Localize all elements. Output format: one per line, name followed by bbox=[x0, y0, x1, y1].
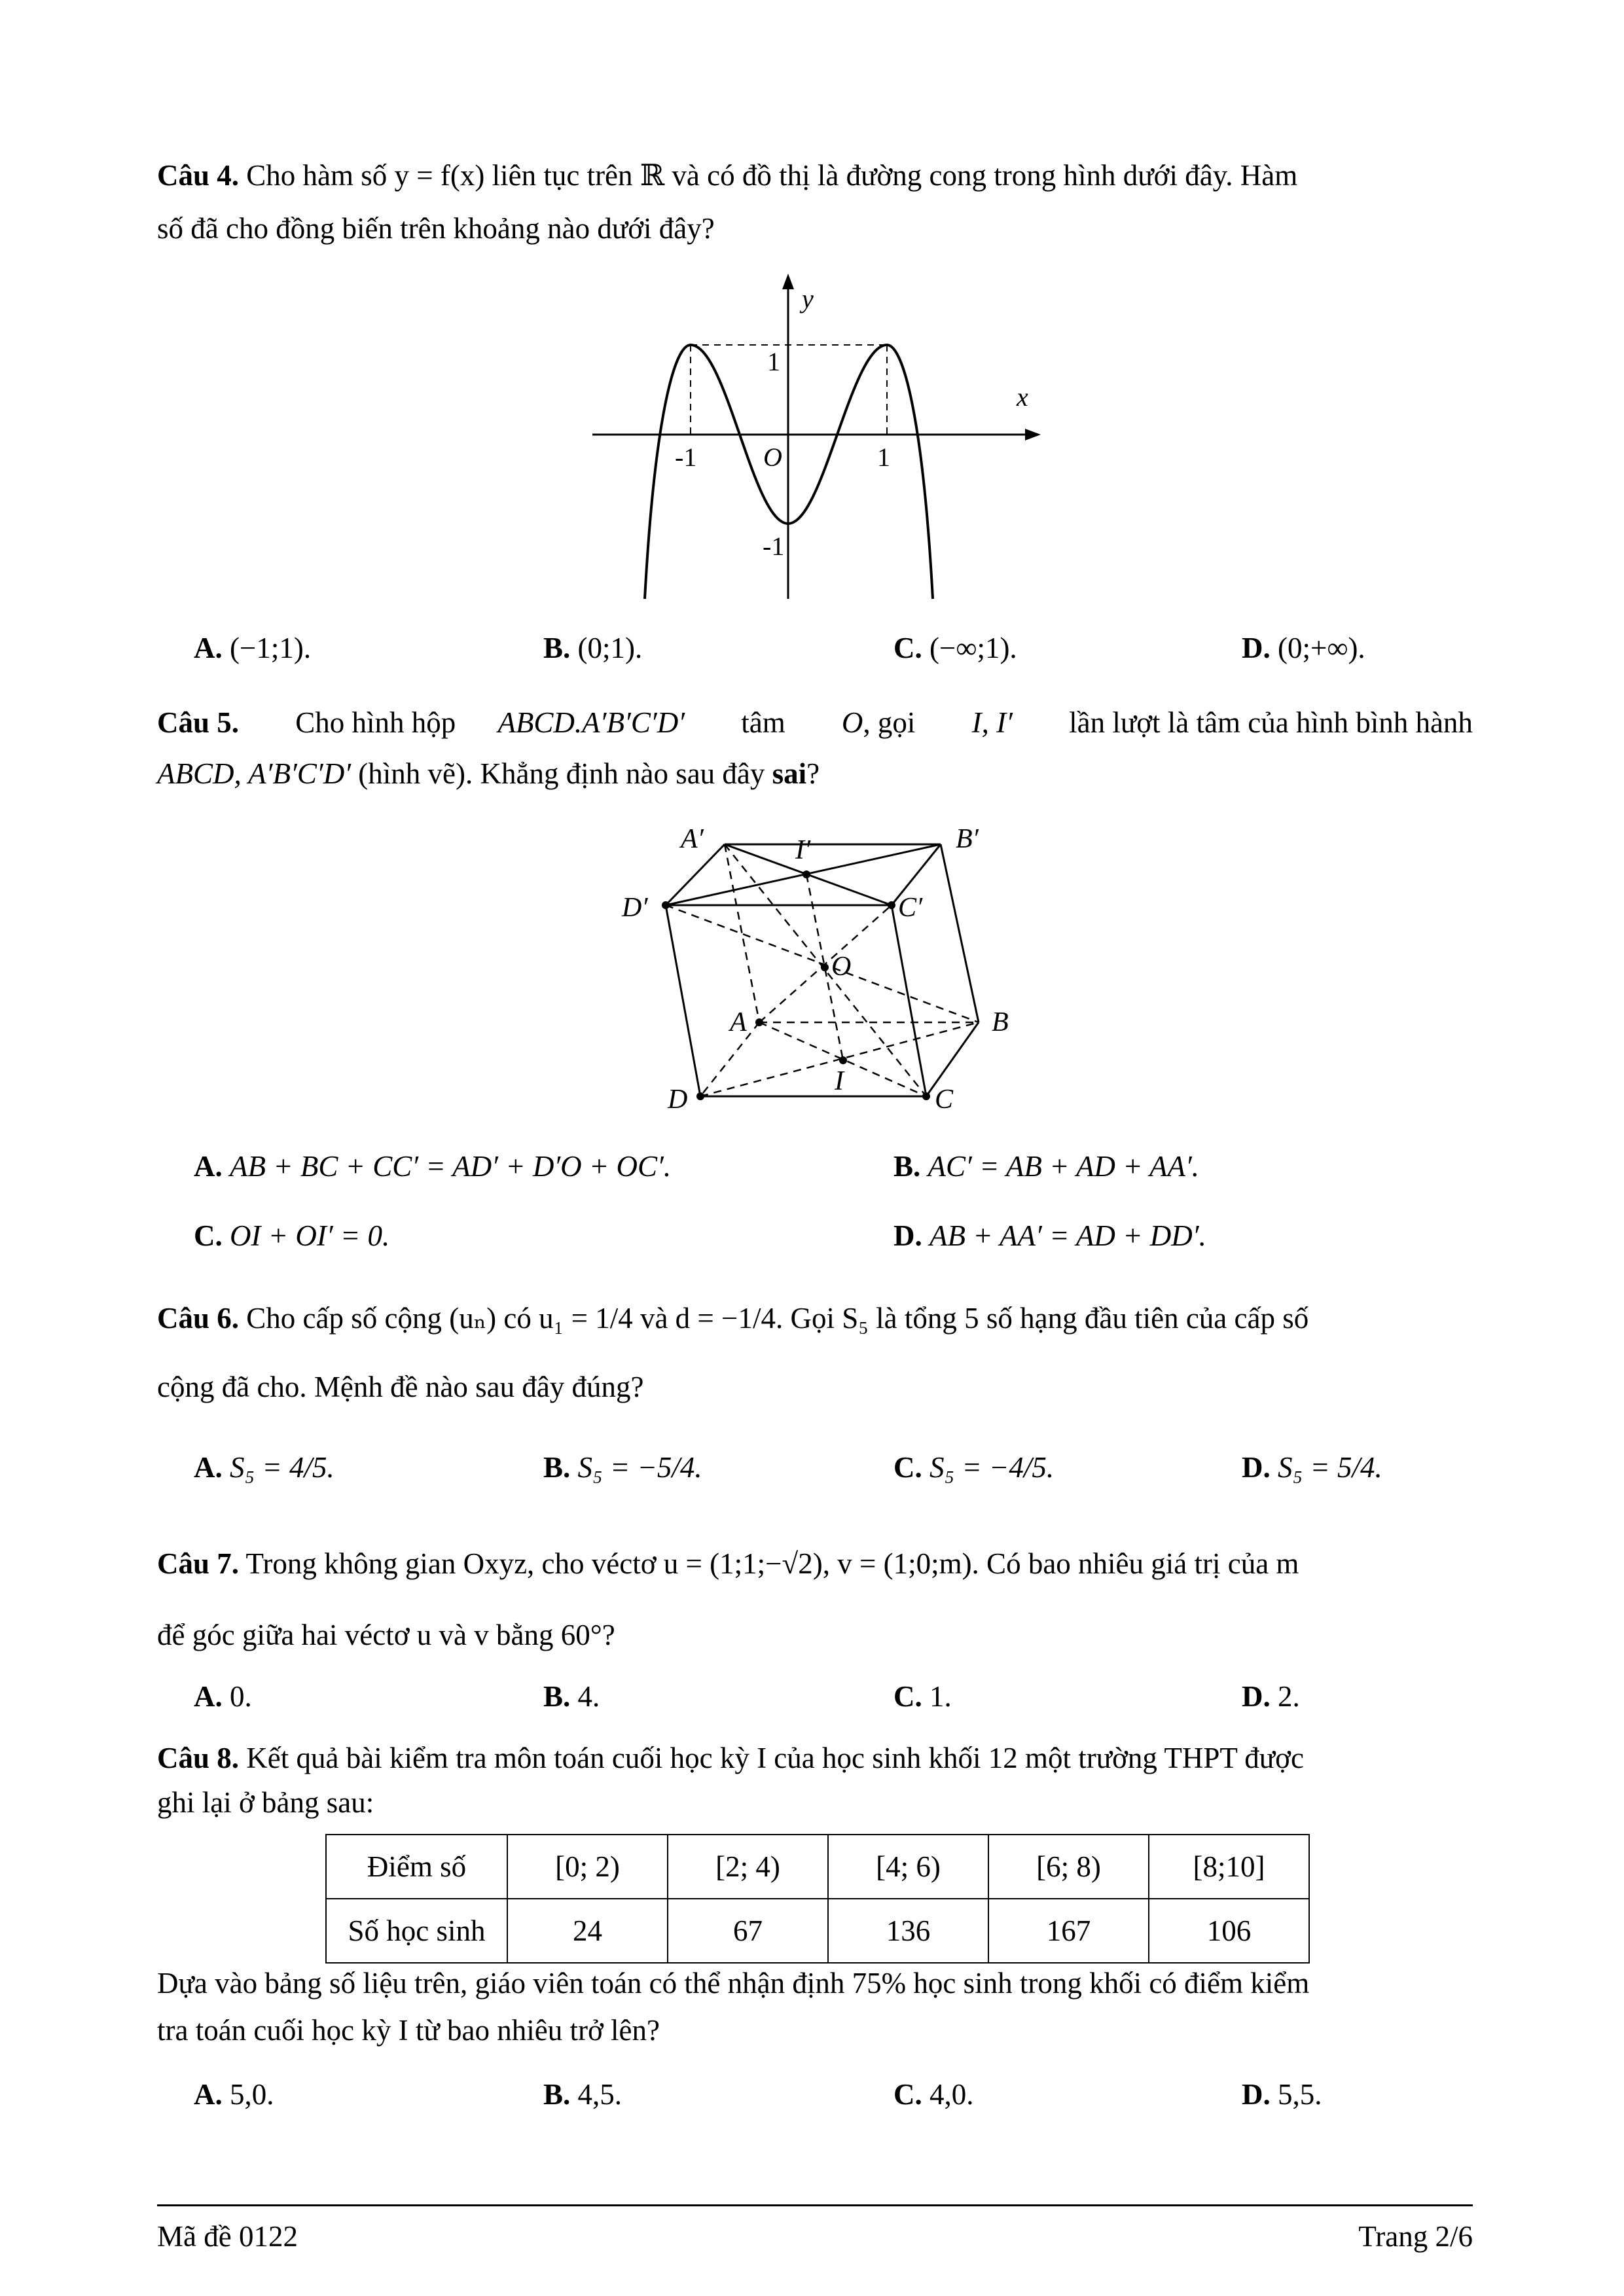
label-b: B bbox=[992, 1007, 1009, 1037]
table-row bbox=[326, 1899, 1309, 1963]
q5-option-c: C. OI + OI′ = 0. bbox=[194, 1219, 390, 1252]
q6-option-a: A. S₅ = 4/5. bbox=[194, 1451, 334, 1484]
table-cell: [6; 8) bbox=[988, 1835, 1149, 1899]
table-cell: [0; 2) bbox=[507, 1835, 668, 1899]
table-cell: 167 bbox=[988, 1899, 1149, 1963]
label-a: A bbox=[730, 1007, 747, 1037]
score-table bbox=[325, 1834, 1310, 1964]
q8-option-c: C. 4,0. bbox=[893, 2078, 974, 2111]
q7-option-a: A. 0. bbox=[194, 1680, 252, 1713]
table-row bbox=[326, 1835, 1309, 1899]
q7-label: Câu 7. bbox=[157, 1547, 240, 1580]
q7-option-b: B. 4. bbox=[543, 1680, 600, 1713]
graph-tick-y-neg: -1 bbox=[763, 531, 785, 561]
graph-tick-y-pos: 1 bbox=[767, 347, 780, 376]
table-cell: Số học sinh bbox=[326, 1899, 507, 1963]
label-d: D bbox=[668, 1085, 688, 1115]
q4-label: Câu 4. bbox=[157, 159, 240, 192]
q4-option-d: D. (0;+∞). bbox=[1242, 632, 1365, 664]
q8-option-b: B. 4,5. bbox=[543, 2078, 623, 2111]
q6-option-c: C. S₅ = −4/5. bbox=[893, 1451, 1055, 1484]
label-i: I bbox=[835, 1066, 844, 1096]
table-cell: 24 bbox=[507, 1899, 668, 1963]
graph-x-label: x bbox=[1017, 382, 1028, 412]
parallelepiped-figure bbox=[615, 818, 1021, 1119]
table-cell: [8;10] bbox=[1149, 1835, 1309, 1899]
q8-line4: tra toán cuối học kỳ I từ bao nhiêu trở lên? bbox=[157, 2014, 660, 2047]
q6-line2: cộng đã cho. Mệnh đề nào sau đây đúng? bbox=[157, 1371, 644, 1403]
label-c-prime: C′ bbox=[898, 893, 923, 923]
q8-option-d: D. 5,5. bbox=[1242, 2078, 1322, 2111]
function-graph bbox=[589, 262, 1047, 602]
footer-exam-code: Mã đề 0122 bbox=[157, 2220, 298, 2253]
q8-line2: ghi lại ở bảng sau: bbox=[157, 1786, 374, 1819]
table-cell: 136 bbox=[828, 1899, 988, 1963]
q5-option-b: B. AC′ = AB + AD + AA′. bbox=[893, 1150, 1200, 1183]
table-cell: 67 bbox=[668, 1899, 828, 1963]
q6-option-b: B. S₅ = −5/4. bbox=[543, 1451, 702, 1484]
q5-label: Câu 5. bbox=[157, 706, 240, 739]
label-o: O bbox=[831, 952, 852, 982]
q4-option-b: B. (0;1). bbox=[543, 632, 643, 664]
q8-option-a: A. 5,0. bbox=[194, 2078, 274, 2111]
q7-line2: để góc giữa hai véctơ u và v bằng 60°? bbox=[157, 1619, 615, 1651]
q8-line1 bbox=[157, 1744, 1304, 1773]
q8-label: Câu 8. bbox=[157, 1742, 240, 1774]
q7-option-c: C. 1. bbox=[893, 1680, 952, 1713]
q6-label: Câu 6. bbox=[157, 1302, 240, 1335]
q4-option-c: C. (−∞;1). bbox=[893, 632, 1017, 664]
graph-origin: O bbox=[763, 442, 782, 472]
q4-line2: số đã cho đồng biến trên khoảng nào dưới đây? bbox=[157, 212, 715, 245]
q7-line1 bbox=[157, 1549, 1299, 1579]
q4-line1 bbox=[157, 161, 1297, 190]
footer-page-number: Trang 2/6 bbox=[1358, 2220, 1473, 2253]
q5-line1: Câu 5. Cho hình hộp ABCD.A′B′C′D′ tâm O, gọi I, I′ lần lượt là tâm của hình bình hành bbox=[157, 706, 1473, 739]
q4-text-1: Cho hàm số y = f(x) liên tục trên ℝ và có đồ thị là đường cong trong hình dưới đây. Hàm bbox=[246, 159, 1298, 192]
label-d-prime: D′ bbox=[622, 893, 648, 923]
label-a-prime: A′ bbox=[681, 824, 704, 854]
label-b-prime: B′ bbox=[956, 824, 979, 854]
q4-option-a: A. (−1;1). bbox=[194, 632, 312, 664]
label-i-prime: I′ bbox=[795, 835, 811, 865]
q5-line2: ABCD, A′B′C′D′ (hình vẽ). Khẳng định nào sau đây sai? bbox=[157, 757, 820, 790]
q6-line1 bbox=[157, 1304, 1308, 1333]
table-cell: [4; 6) bbox=[828, 1835, 988, 1899]
table-cell: [2; 4) bbox=[668, 1835, 828, 1899]
label-c: C bbox=[935, 1085, 954, 1115]
graph-y-label: y bbox=[802, 284, 814, 314]
q7-option-d: D. 2. bbox=[1242, 1680, 1300, 1713]
q5-option-a: A. AB + BC + CC′ = AD′ + D′O + OC′. bbox=[194, 1150, 672, 1183]
q6-text-1: Cho cấp số cộng (uₙ) có u₁ = 1/4 và d = −1/4. Gọi S₅ là tổng 5 số hạng đầu tiên của cấp số bbox=[246, 1302, 1309, 1335]
table-cell: 106 bbox=[1149, 1899, 1309, 1963]
table-cell: Điểm số bbox=[326, 1835, 507, 1899]
q6-option-d: D. S₅ = 5/4. bbox=[1242, 1451, 1382, 1484]
q8-text-1: Kết quả bài kiểm tra môn toán cuối học kỳ I của học sinh khối 12 một trường THPT được bbox=[246, 1742, 1304, 1774]
q8-line3: Dựa vào bảng số liệu trên, giáo viên toán có thể nhận định 75% học sinh trong khối có điểm kiểm bbox=[157, 1967, 1310, 2000]
footer-divider bbox=[157, 2204, 1473, 2206]
graph-tick-x-pos: 1 bbox=[877, 442, 890, 472]
q5-option-d: D. AB + AA′ = AD + DD′. bbox=[893, 1219, 1206, 1252]
graph-tick-x-neg: -1 bbox=[675, 442, 697, 472]
q7-text-1: Trong không gian Oxyz, cho véctơ u = (1;1;−√2), v = (1;0;m). Có bao nhiêu giá trị của m bbox=[245, 1547, 1299, 1580]
